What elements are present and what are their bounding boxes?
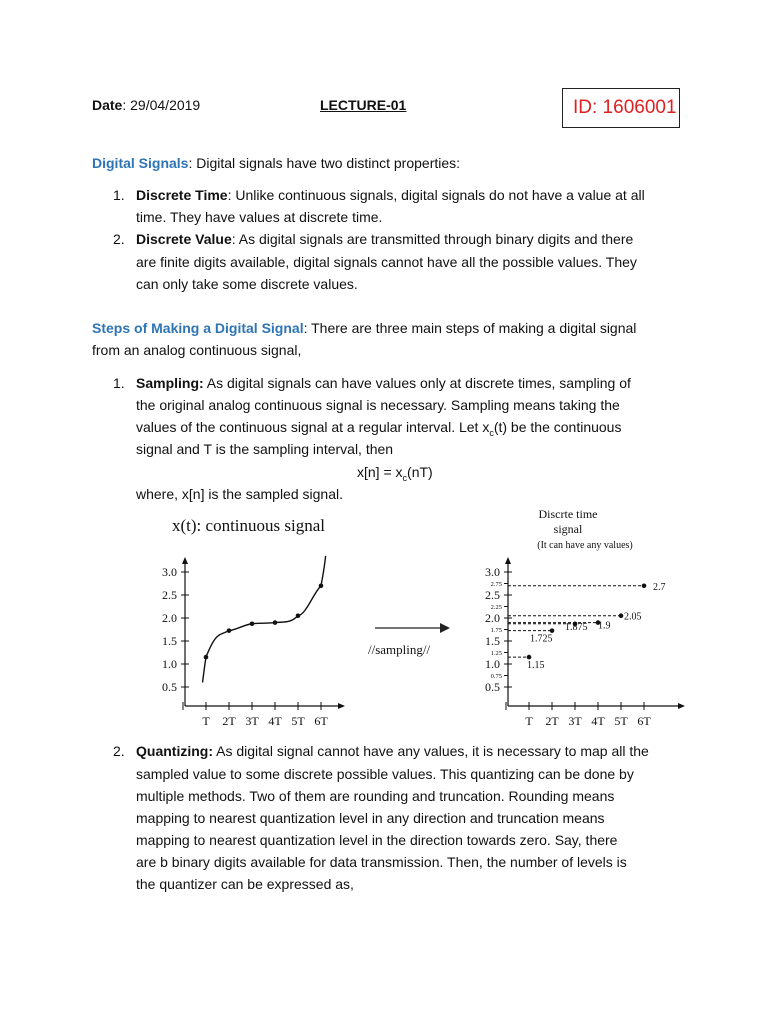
continuous-signal-chart [162, 556, 345, 728]
sample-point [619, 613, 624, 618]
item-text: : Unlike continuous signals, digital signals do not have a value at all [227, 187, 645, 203]
id-box: ID: 1606001 [562, 88, 680, 128]
subscript: c [402, 472, 408, 483]
x-tick-label: 5T [614, 714, 628, 728]
y-tick-label: 3.0 [162, 565, 177, 579]
steps-heading: Steps of Making a Digital Signal [92, 320, 304, 336]
sample-point [273, 620, 278, 625]
y-tick-label: 2.5 [162, 588, 177, 602]
x-tick-label: 5T [291, 714, 305, 728]
sampling-figure [0, 500, 768, 735]
y-minor-tick-label: 2.25 [490, 604, 502, 611]
y-minor-tick-label: 0.75 [490, 673, 502, 680]
x-tick-label: 6T [637, 714, 651, 728]
sampling-text: As digital signals can have values only at discrete times, sampling of [203, 375, 631, 391]
sample-point [550, 628, 555, 633]
quantizing-text: multiple methods. Two of them are rounding and truncation. Rounding means [136, 788, 615, 804]
date-value: : 29/04/2019 [122, 97, 201, 113]
x-tick-label: T [525, 714, 533, 728]
quantizing-text: the quantizer can be expressed as, [136, 876, 354, 892]
formula-b: (nT) [407, 464, 433, 480]
sample-point [227, 628, 232, 633]
sampling-text: where, x[n] is the sampled signal. [136, 486, 343, 502]
right-chart-title-1: Discrte time [538, 507, 598, 521]
x-tick-label: 3T [568, 714, 582, 728]
discrete-signal-chart [485, 557, 685, 728]
sample-point [204, 655, 209, 660]
x-tick-label: 2T [222, 714, 236, 728]
continuous-signal-curve [203, 556, 326, 683]
sample-value-label: 1.875 [565, 621, 588, 633]
list-item [136, 230, 633, 248]
formula-a: x[n] = x [357, 464, 403, 480]
sampling-text: the original analog continuous signal is necessary. Sampling means taking the [136, 397, 620, 413]
list-item [136, 186, 645, 204]
y-minor-tick-label: 1.75 [490, 627, 502, 634]
item-text: time. They have values at discrete time. [136, 209, 383, 225]
y-axis-arrow-icon [505, 557, 511, 564]
sampling-title: Sampling: [136, 375, 204, 391]
x-tick-label: 4T [591, 714, 605, 728]
sampling-text-b: (t) be the continuous [493, 419, 622, 435]
quantizing-text: sampled value to some discrete possible values. This quantizing can be done by [136, 766, 634, 782]
y-axis-arrow-icon [182, 557, 188, 564]
digital-signals-heading: Digital Signals [92, 155, 189, 171]
y-tick-label: 1.0 [485, 657, 500, 671]
x-tick-label: 4T [268, 714, 282, 728]
y-tick-label: 2.5 [485, 588, 500, 602]
item-text: can only take some discrete values. [136, 276, 358, 292]
sample-point [296, 613, 301, 618]
y-minor-tick-label: 1.25 [490, 650, 502, 657]
sample-value-label: 2.05 [624, 611, 642, 623]
y-tick-label: 0.5 [485, 680, 500, 694]
y-tick-label: 0.5 [162, 680, 177, 694]
y-tick-label: 2.0 [485, 611, 500, 625]
date-label: Date [92, 97, 123, 113]
item-text: are finite digits available, digital signals cannot have all the possible values. They [136, 254, 637, 270]
sample-value-label: 1.15 [527, 660, 545, 672]
arrow-head-icon [440, 623, 450, 633]
x-axis-arrow-icon [678, 703, 685, 709]
sample-value-label: 1.9 [598, 620, 611, 632]
subscript: c [489, 427, 494, 438]
y-tick-label: 1.0 [162, 657, 177, 671]
sample-point [250, 621, 255, 626]
steps-intro-text: : There are three main steps of making a digital signal [303, 320, 637, 336]
sampling-text: signal and T is the sampling interval, then [136, 441, 394, 457]
y-minor-tick-label: 2.75 [490, 581, 502, 588]
quantizing-text: are b binary digits available for data transmission. Then, the number of levels is [136, 854, 627, 870]
item-title: Discrete Value [136, 231, 232, 247]
x-tick-label: 2T [545, 714, 559, 728]
y-tick-label: 1.5 [162, 634, 177, 648]
sample-value-label: 1.725 [530, 633, 553, 645]
sample-point [319, 584, 324, 589]
y-tick-label: 1.5 [485, 634, 500, 648]
right-chart-title-3: (It can have any values) [537, 540, 633, 551]
sampling-formula [357, 463, 433, 487]
sampling-text-a: values of the continuous signal at a regular interval. Let x [136, 419, 490, 435]
list-number: 1. [113, 375, 125, 391]
sample-point [527, 655, 532, 660]
sampling-arrow-label: //sampling// [368, 642, 431, 657]
quantizing-text: As digital signal cannot have any values, it is necessary to map all the [213, 743, 649, 759]
quantizing-item [136, 742, 649, 760]
x-axis-arrow-icon [338, 703, 345, 709]
lecture-title: LECTURE-01 [320, 97, 407, 113]
y-tick-label: 2.0 [162, 611, 177, 625]
sampling-text [136, 418, 621, 442]
date-line [92, 96, 200, 114]
left-chart-title: x(t): continuous signal [172, 516, 325, 535]
x-tick-label: 3T [245, 714, 259, 728]
digital-signals-intro [92, 154, 460, 172]
sample-point [642, 584, 647, 589]
x-tick-label: T [202, 714, 210, 728]
sample-value-label: 2.7 [653, 581, 666, 593]
steps-intro-text: from an analog continuous signal, [92, 342, 302, 358]
list-number: 1. [113, 187, 125, 203]
item-text: : As digital signals are transmitted through binary digits and there [231, 231, 634, 247]
quantizing-text: mapping to nearest quantization level in any direction and truncation means [136, 810, 605, 826]
list-number: 2. [113, 231, 125, 247]
sampling-item [136, 374, 631, 392]
quantizing-title: Quantizing: [136, 743, 213, 759]
quantizing-text: mapping to nearest quantization level in the direction towards zero. Say, there [136, 832, 618, 848]
steps-intro [92, 319, 636, 337]
right-chart-title-2: signal [553, 522, 583, 536]
list-number: 2. [113, 743, 125, 759]
digital-signals-intro-text: : Digital signals have two distinct properties: [188, 155, 461, 171]
y-tick-label: 3.0 [485, 565, 500, 579]
item-title: Discrete Time [136, 187, 228, 203]
x-tick-label: 6T [314, 714, 328, 728]
